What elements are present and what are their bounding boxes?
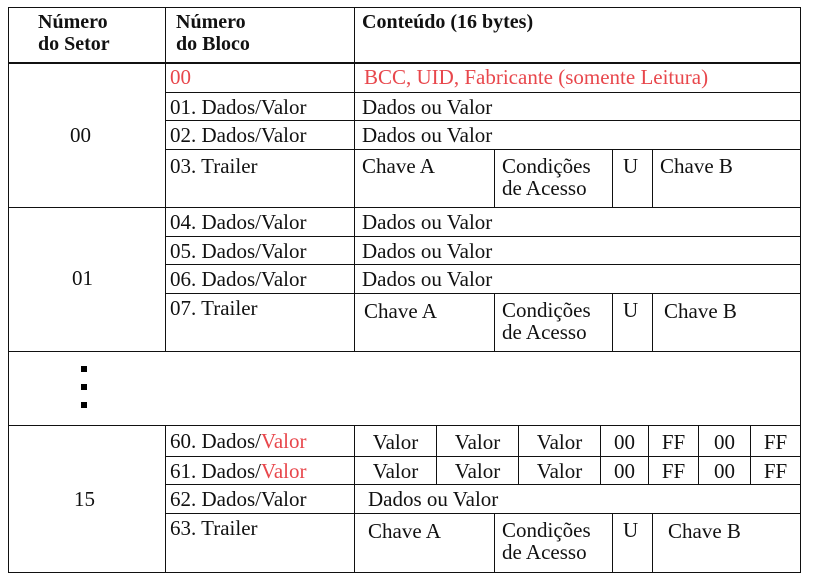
key-b-cell: Chave B	[668, 519, 741, 543]
sector-label: 01	[72, 266, 93, 290]
key-b-cell: Chave B	[664, 299, 737, 323]
data-value-cell: Dados ou Valor	[362, 95, 493, 119]
value-cell: 00	[714, 459, 735, 483]
block-label: 60. Dados/Valor	[170, 429, 307, 453]
access-conditions-line2: de Acesso	[502, 320, 587, 344]
value-cell: Valor	[536, 459, 583, 483]
value-cell: Valor	[454, 459, 501, 483]
data-value-cell: Dados ou Valor	[362, 210, 493, 234]
u-cell: U	[623, 518, 639, 542]
data-value-cell: Dados ou Valor	[362, 123, 493, 147]
block-label: 06. Dados/Valor	[170, 267, 307, 291]
header-block-line2: do Bloco	[176, 33, 250, 55]
u-cell: U	[623, 154, 639, 178]
block-label: 61. Dados/Valor	[170, 459, 307, 483]
value-cell: 00	[714, 430, 735, 454]
block-label: 63. Trailer	[170, 516, 258, 540]
header-sector-line2: do Setor	[38, 33, 110, 55]
value-cell: Valor	[372, 459, 419, 483]
block-label: 07. Trailer	[170, 296, 258, 320]
value-cell: FF	[661, 459, 686, 483]
block-label: 62. Dados/Valor	[170, 487, 307, 511]
key-a-cell: Chave A	[362, 154, 435, 178]
data-value-cell: Dados ou Valor	[362, 267, 493, 291]
value-cell: Valor	[454, 430, 501, 454]
value-cell: Valor	[372, 430, 419, 454]
u-cell: U	[623, 298, 639, 322]
header-content: Conteúdo (16 bytes)	[362, 11, 534, 33]
block-label: 02. Dados/Valor	[170, 123, 307, 147]
header-block-line1: Número	[176, 11, 246, 33]
block-label: 00	[170, 65, 191, 89]
block-label: 01. Dados/Valor	[170, 95, 307, 119]
sector-label: 00	[70, 123, 91, 147]
sector-label: 15	[74, 487, 95, 511]
access-conditions-line1: Condições	[502, 518, 591, 542]
key-a-cell: Chave A	[368, 519, 441, 543]
access-conditions-line1: Condições	[502, 154, 591, 178]
access-conditions-line1: Condições	[502, 298, 591, 322]
value-cell: 00	[614, 459, 635, 483]
value-cell: Valor	[536, 430, 583, 454]
block-label: 03. Trailer	[170, 154, 258, 178]
access-conditions-line2: de Acesso	[502, 540, 587, 564]
block-label: 05. Dados/Valor	[170, 239, 307, 263]
manufacturer-block-content: BCC, UID, Fabricante (somente Leitura)	[364, 65, 709, 89]
data-value-cell: Dados ou Valor	[368, 487, 499, 511]
access-conditions-line2: de Acesso	[502, 176, 587, 200]
value-cell: FF	[763, 430, 788, 454]
block-label: 04. Dados/Valor	[170, 210, 307, 234]
value-cell: FF	[763, 459, 788, 483]
data-value-cell: Dados ou Valor	[362, 239, 493, 263]
header-sector-line1: Número	[38, 11, 108, 33]
key-b-cell: Chave B	[660, 154, 733, 178]
value-cell: FF	[661, 430, 686, 454]
key-a-cell: Chave A	[364, 299, 437, 323]
value-cell: 00	[614, 430, 635, 454]
